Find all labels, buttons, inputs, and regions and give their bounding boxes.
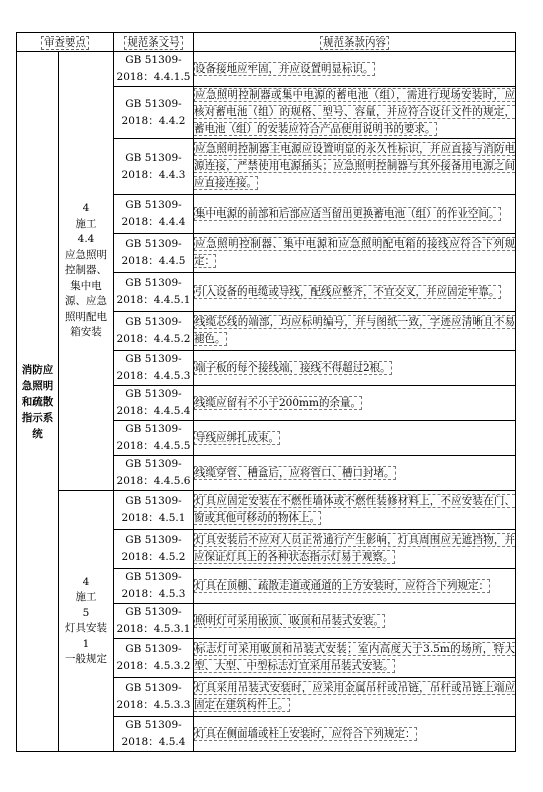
clause-number-line2: 2018：4.4.5.1 xyxy=(116,294,191,306)
clause-number-line1: GB 51309- xyxy=(125,458,182,470)
clause-number-cell xyxy=(114,530,194,569)
clause-number-line1: GB 51309- xyxy=(125,353,182,365)
section-title-line: 1 xyxy=(82,637,90,650)
clause-content-cell xyxy=(194,639,516,678)
clause-content-text: 端子板的每个接线端，接线不得超过2根。 xyxy=(195,361,391,374)
clause-content-text: 照明灯可采用嵌顶、吸顶和吊装式安装。 xyxy=(195,614,384,627)
section-title-line: 4 xyxy=(82,575,90,588)
clause-number-line2: 2018：4.5.1 xyxy=(121,512,186,524)
header-clause-content: 规范条款内容 xyxy=(194,33,516,52)
clause-content-cell xyxy=(194,491,516,530)
clause-content-cell xyxy=(194,87,516,139)
clause-number-cell xyxy=(114,639,194,678)
clause-number-cell xyxy=(114,456,194,491)
clause-number-line2: 2018：4.5.3.3 xyxy=(116,699,191,711)
clause-number-line2: 2018：4.5.3.2 xyxy=(116,660,191,672)
clause-number-cell xyxy=(114,52,194,87)
section-title-line: 一般规定 xyxy=(65,653,107,665)
clause-number-cell xyxy=(114,87,194,139)
clause-content-cell xyxy=(194,312,516,351)
section-title-line: 照明配电 xyxy=(65,310,107,323)
review-table xyxy=(16,32,516,752)
section-title-line: 4 xyxy=(82,202,90,215)
section-title-line: 灯具安装 xyxy=(65,622,107,634)
clause-number-line1: GB 51309- xyxy=(125,277,182,289)
clause-content-cell xyxy=(194,717,516,752)
clause-content-text: 灯具在顶棚、疏散走道或通道的上方安装时，应符合下列规定： xyxy=(195,579,489,592)
clause-number-line2: 2018：4.4.5.3 xyxy=(116,370,191,382)
clause-content-cell xyxy=(194,456,516,491)
clause-number-line2: 2018：4.5.3 xyxy=(121,588,186,600)
clause-number-line1: GB 51309- xyxy=(125,571,182,583)
clause-content-text: 线缆应留有不小于200mm的余量。 xyxy=(195,396,361,409)
section-title-line: 箱安装 xyxy=(70,326,102,339)
clause-number-cell xyxy=(114,604,194,639)
clause-number-line2: 2018：4.4.2 xyxy=(121,114,186,127)
clause-content-text: 线缆芯线的端部，均应标明编号，并与图纸一致，字迹应清晰且不易褪色。 xyxy=(194,316,515,345)
clause-content-cell xyxy=(194,569,516,604)
clause-content-text: 线缆穿管、槽盒后，应将管口、槽口封堵。 xyxy=(195,466,395,479)
clause-number-cell xyxy=(114,678,194,717)
clause-number-line2: 2018：4.5.3.1 xyxy=(116,623,191,635)
clause-content-cell xyxy=(194,386,516,421)
clause-content-cell xyxy=(194,530,516,569)
clause-content-cell xyxy=(194,52,516,87)
clause-number-line1: GB 51309- xyxy=(125,606,182,618)
clause-content-text: 应急照明控制器主电源应设置明显的永久性标识，并应直接与消防电源连接，严禁使用电源插头；应急照明控制器与其外接备用电源之间应直接连接。 xyxy=(194,143,515,189)
clause-content-text: 灯具安装后不应对人员正常通行产生影响，灯具周围应无遮挡物，并应保证灯具上的各种状态指示灯易于观察。 xyxy=(194,534,515,563)
table-header-row xyxy=(17,33,516,52)
clause-number-line1: GB 51309- xyxy=(125,534,182,546)
clause-content-cell xyxy=(194,351,516,386)
section-title-line: 施工 xyxy=(75,591,97,603)
clause-content-text: 灯具应固定安装在不燃性墙体或不燃性装修材料上，不应安装在门、窗或其他可移动的物体上。 xyxy=(194,495,515,524)
table-body xyxy=(17,52,516,752)
clause-number-line1: GB 51309- xyxy=(125,719,182,731)
clause-number-cell xyxy=(114,234,194,273)
clause-number-cell xyxy=(114,195,194,234)
clause-number-cell xyxy=(114,351,194,386)
clause-number-line1: GB 51309- xyxy=(125,97,182,110)
clause-number-line2: 2018：4.4.5.2 xyxy=(116,333,191,345)
clause-number-line1: GB 51309- xyxy=(125,388,182,400)
section-title-line: 源、应急 xyxy=(65,295,107,308)
clause-number-cell xyxy=(114,139,194,195)
clause-content-cell xyxy=(194,195,516,234)
clause-content-text: 灯具在侧面墙或柱上安装时，应符合下列规定： xyxy=(195,727,416,740)
section-title-line: 集中电 xyxy=(70,279,102,292)
header-review-points: 审查要点 xyxy=(17,33,114,52)
clause-number-line2: 2018：4.5.4 xyxy=(121,736,186,748)
clause-content-text: 应急照明控制器、集中电源和应急照明配电箱的接线应符合下列规定： xyxy=(194,238,515,267)
clause-content-cell xyxy=(194,421,516,456)
clause-number-cell xyxy=(114,421,194,456)
clause-number-line1: GB 51309- xyxy=(125,54,182,66)
clause-number-cell xyxy=(114,717,194,752)
clause-content-text: 标志灯可采用吸顶和吊装式安装；室内高度大于3.5m的场所，特大型、大型、中型标志灯宜采用吊装式安装。 xyxy=(194,643,515,672)
section-title-cell xyxy=(59,52,114,491)
clause-content-cell xyxy=(194,678,516,717)
clause-number-line1: GB 51309- xyxy=(125,643,182,655)
clause-number-line1: GB 51309- xyxy=(125,316,182,328)
section-title-line: 4.4 xyxy=(77,233,95,246)
clause-number-line1: GB 51309- xyxy=(125,682,182,694)
clause-content-cell xyxy=(194,234,516,273)
clause-number-line1: GB 51309- xyxy=(125,238,182,250)
clause-number-line2: 2018：4.5.2 xyxy=(121,551,186,563)
clause-number-line1: GB 51309- xyxy=(125,423,182,435)
clause-number-line2: 2018：4.4.5 xyxy=(121,255,186,267)
clause-number-line2: 2018：4.4.5.4 xyxy=(116,405,191,417)
clause-content-cell xyxy=(194,273,516,312)
clause-content-text: 集中电源的前部和后部应适当留出更换蓄电池（组）的作业空间。 xyxy=(195,207,500,220)
section-title-cell xyxy=(59,491,114,752)
clause-content-cell xyxy=(194,139,516,195)
category-cell: 消防应急照明和疏散指示系统 xyxy=(17,52,59,752)
clause-number-line2: 2018：4.4.1.5 xyxy=(116,71,191,83)
clause-content-text: 引入设备的电缆或导线，配线应整齐，不宜交叉，并应固定牢靠。 xyxy=(195,285,500,298)
section-title-line: 应急照明 xyxy=(65,248,107,261)
clause-content-text: 灯具采用吊装式安装时，应采用金属吊杆或吊链，吊杆或吊链上端应固定在建筑构件上。 xyxy=(194,682,515,711)
clause-content-cell xyxy=(194,604,516,639)
clause-number-cell xyxy=(114,312,194,351)
section-title-line: 控制器、 xyxy=(65,264,107,277)
clause-number-line1: GB 51309- xyxy=(125,495,182,507)
section-title-line: 施工 xyxy=(75,217,97,230)
clause-content-text: 导线应绑扎成束。 xyxy=(195,431,279,444)
section-title-line: 5 xyxy=(82,606,90,619)
clause-number-line1: GB 51309- xyxy=(125,199,182,211)
table-row xyxy=(17,52,516,87)
clause-number-cell xyxy=(114,386,194,421)
clause-number-cell xyxy=(114,273,194,312)
table-row xyxy=(17,491,516,530)
clause-number-cell xyxy=(114,491,194,530)
clause-number-line2: 2018：4.4.5.6 xyxy=(116,475,191,487)
clause-number-line2: 2018：4.4.4 xyxy=(121,216,186,228)
clause-number-line1: GB 51309- xyxy=(125,151,182,164)
header-clause-number: 规范条文号 xyxy=(114,33,194,52)
clause-number-cell xyxy=(114,569,194,604)
clause-number-line2: 2018：4.4.5.5 xyxy=(116,440,191,452)
clause-content-text: 设备接地应牢固，并应设置明显标识。 xyxy=(195,62,374,75)
clause-number-line2: 2018：4.4.3 xyxy=(121,168,186,181)
clause-content-text: 应急照明控制器或集中电源的蓄电池（组），需进行现场安装时，应核对蓄电池（组）的规格、型号、容量，并应符合设计文件的规定，蓄电池（组）的安装应符合产品使用说明书的要求。 xyxy=(194,89,515,135)
